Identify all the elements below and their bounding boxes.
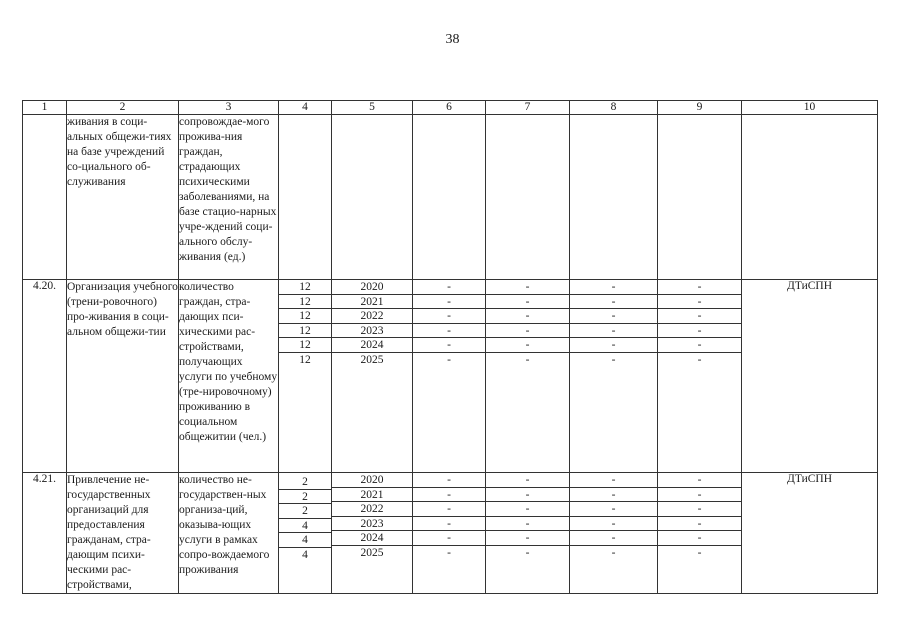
dash: - bbox=[658, 502, 741, 517]
year: 2023 bbox=[332, 324, 412, 339]
value: 12 bbox=[279, 295, 331, 310]
dash: - bbox=[413, 280, 485, 295]
col6-cell bbox=[413, 280, 486, 473]
dash: - bbox=[525, 353, 530, 366]
empty-cell bbox=[742, 115, 878, 280]
empty-cell bbox=[486, 115, 570, 280]
empty-cell bbox=[413, 115, 486, 280]
year: 2024 bbox=[332, 531, 412, 546]
dash: - bbox=[658, 309, 741, 324]
dash: - bbox=[447, 353, 451, 366]
col8-cell bbox=[570, 473, 658, 594]
year: 2025 bbox=[360, 353, 384, 366]
dash: - bbox=[486, 280, 569, 295]
dash: - bbox=[658, 295, 741, 310]
item-number-cell bbox=[23, 115, 67, 280]
year: 2025 bbox=[360, 546, 384, 559]
dash: - bbox=[486, 502, 569, 517]
dash: - bbox=[658, 531, 741, 546]
value: 4 bbox=[279, 519, 331, 534]
dash: - bbox=[611, 353, 616, 366]
dash: - bbox=[486, 309, 569, 324]
year: 2021 bbox=[332, 488, 412, 503]
indicator-cell: количество не-государствен-ных организа-ций, оказыва-ющих услуги в рамках сопро-вождаемого проживания bbox=[179, 473, 279, 594]
responsible-cell: ДТиСПН bbox=[742, 473, 878, 594]
item-number-cell: 4.20. bbox=[23, 280, 67, 473]
table-row bbox=[23, 280, 878, 473]
dash: - bbox=[447, 546, 451, 559]
dash: - bbox=[697, 353, 702, 366]
col9-cell bbox=[658, 473, 742, 594]
col8-cell bbox=[570, 280, 658, 473]
value: 12 bbox=[279, 338, 331, 353]
dash: - bbox=[413, 338, 485, 353]
value: 2 bbox=[279, 504, 331, 519]
dash: - bbox=[658, 324, 741, 339]
empty-cell bbox=[658, 115, 742, 280]
responsible-cell: ДТиСПН bbox=[742, 280, 878, 473]
measure-name-cell: Организация учебного (трени-ровочного) про-живания в соци-альном общежи-тии bbox=[67, 280, 179, 473]
dash: - bbox=[570, 517, 657, 532]
header-cell: 7 bbox=[486, 101, 570, 115]
header-cell: 4 bbox=[279, 101, 332, 115]
header-cell: 9 bbox=[658, 101, 742, 115]
value: 4 bbox=[279, 533, 331, 548]
dash: - bbox=[486, 517, 569, 532]
indicator-cell: количество граждан, стра-дающих пси-хическими рас-стройствами, получающих услуги по учебному (тре-нировочному) проживанию в социальном общежитии (чел.) bbox=[179, 280, 279, 473]
years-cell bbox=[332, 280, 413, 473]
dash: - bbox=[697, 546, 702, 559]
dash: - bbox=[486, 338, 569, 353]
value: 12 bbox=[279, 309, 331, 324]
dash: - bbox=[570, 473, 657, 488]
col6-cell bbox=[413, 473, 486, 594]
program-table bbox=[22, 100, 878, 594]
value: 12 bbox=[279, 280, 331, 295]
dash: - bbox=[611, 546, 616, 559]
page-number: 38 bbox=[445, 32, 460, 47]
dash: - bbox=[570, 488, 657, 503]
years-cell bbox=[332, 473, 413, 594]
value: 12 bbox=[299, 353, 311, 366]
values-cell bbox=[279, 473, 332, 594]
value: 4 bbox=[302, 548, 308, 561]
empty-cell bbox=[332, 115, 413, 280]
header-cell: 3 bbox=[179, 101, 279, 115]
values-cell bbox=[279, 280, 332, 473]
header-cell: 10 bbox=[742, 101, 878, 115]
dash: - bbox=[570, 531, 657, 546]
dash: - bbox=[413, 309, 485, 324]
year: 2021 bbox=[332, 295, 412, 310]
year: 2020 bbox=[332, 280, 412, 295]
dash: - bbox=[486, 295, 569, 310]
dash: - bbox=[658, 473, 741, 488]
dash: - bbox=[413, 473, 485, 488]
dash: - bbox=[413, 531, 485, 546]
dash: - bbox=[658, 517, 741, 532]
dash: - bbox=[486, 473, 569, 488]
header-cell: 1 bbox=[23, 101, 67, 115]
value: 12 bbox=[279, 324, 331, 339]
year: 2024 bbox=[332, 338, 412, 353]
dash: - bbox=[570, 309, 657, 324]
dash: - bbox=[658, 488, 741, 503]
measure-name-cell: Привлечение не-государственных организаций для предоставления гражданам, стра-дающим психи-ческими рас-стройствами, bbox=[67, 473, 179, 594]
dash: - bbox=[413, 502, 485, 517]
dash: - bbox=[570, 280, 657, 295]
year: 2020 bbox=[332, 473, 412, 488]
header-cell: 6 bbox=[413, 101, 486, 115]
dash: - bbox=[413, 488, 485, 503]
year: 2022 bbox=[332, 309, 412, 324]
col9-cell bbox=[658, 280, 742, 473]
item-number-cell: 4.21. bbox=[23, 473, 67, 594]
dash: - bbox=[486, 324, 569, 339]
dash: - bbox=[525, 546, 530, 559]
empty-cell bbox=[279, 115, 332, 280]
value: 2 bbox=[279, 490, 331, 505]
dash: - bbox=[413, 324, 485, 339]
value: 2 bbox=[279, 475, 331, 490]
empty-cell bbox=[570, 115, 658, 280]
col7-cell bbox=[486, 473, 570, 594]
table-row bbox=[23, 473, 878, 594]
year: 2022 bbox=[332, 502, 412, 517]
header-row bbox=[23, 101, 878, 115]
dash: - bbox=[486, 488, 569, 503]
dash: - bbox=[570, 338, 657, 353]
dash: - bbox=[570, 324, 657, 339]
col7-cell bbox=[486, 280, 570, 473]
header-cell: 2 bbox=[67, 101, 179, 115]
dash: - bbox=[413, 295, 485, 310]
dash: - bbox=[658, 338, 741, 353]
measure-name-cell: живания в соци-альных общежи-тиях на базе учреждений со-циального об-служивания bbox=[67, 115, 179, 280]
year: 2023 bbox=[332, 517, 412, 532]
dash: - bbox=[570, 295, 657, 310]
header-cell: 8 bbox=[570, 101, 658, 115]
dash: - bbox=[658, 280, 741, 295]
header-cell: 5 bbox=[332, 101, 413, 115]
indicator-cell: сопровождае-мого прожива-ния граждан, страдающих психическими заболеваниями, на базе стацио-нарных учре-ждений соци-ального обслу-живания (ед.) bbox=[179, 115, 279, 280]
continuation-row bbox=[23, 115, 878, 280]
dash: - bbox=[486, 531, 569, 546]
dash: - bbox=[413, 517, 485, 532]
dash: - bbox=[570, 502, 657, 517]
